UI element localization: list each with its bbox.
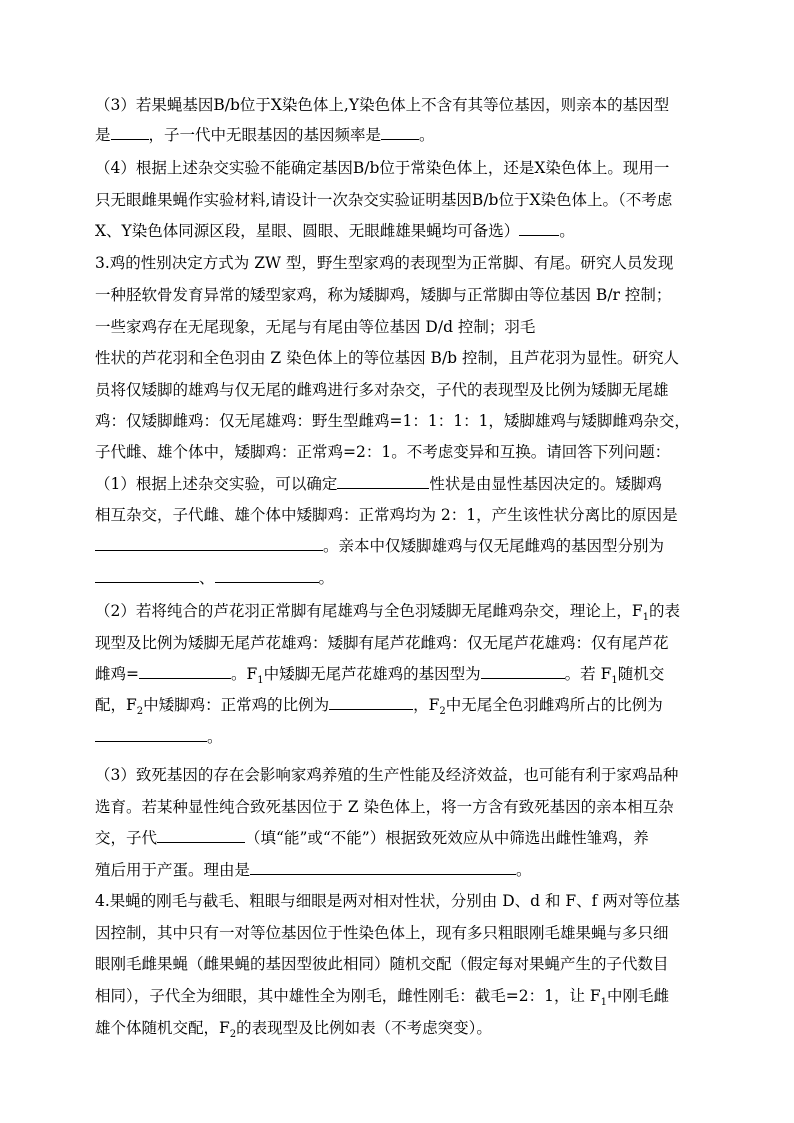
text: 性状的芦花羽和全色羽由 Z 染色体上的等位基因 B/b 控制，且芦花羽为显性。研究人 [95,349,680,367]
text: 中矮脚无尾芦花雄鸡的基因型为 [263,665,481,683]
subscript: 1 [611,675,618,687]
text: （2）若将纯合的芦花羽正常脚有尾雄鸡与全色羽矮脚无尾雌鸡杂交，理论上，F [95,602,643,620]
q3-sub3-line2 [95,797,705,817]
q3-sub1-line2 [95,505,705,525]
text: 的表现型及比例如表（不考虑突变）。 [236,1019,492,1037]
q3-sub1-line3 [95,536,705,556]
q3-sub2-line5 [95,727,705,747]
q4-line3 [95,954,705,974]
text: 子代雌、雄个体中，矮脚鸡：正常鸡=2：1。不考虑变异和互换。请回答下列问题： [95,443,671,461]
q3-intro-line1 [95,253,705,273]
answer-blank[interactable] [250,860,516,875]
text: X、Y染色体同源区段，星眼、圆眼、无眼雌雄果蝇均可备选） [95,222,520,240]
text: 因控制，其中只有一对等位基因位于性染色体上，现有多只粗眼刚毛雄果蝇与多只细 [95,924,669,942]
text: 的表 [649,602,681,620]
q3-intro-line6 [95,411,705,431]
q3-sub3-line3 [95,828,705,848]
text: ，F [413,696,440,714]
answer-blank[interactable] [329,695,413,710]
q3-intro-line2 [95,285,705,305]
text: 雄个体随机交配，F [95,1019,230,1037]
text: 中刚毛雌 [607,987,670,1005]
q3-sub1-line4 [95,568,705,588]
text: 、 [199,569,215,587]
answer-blank[interactable] [95,536,323,551]
q3-intro-line5 [95,380,705,400]
text: （4）根据上述杂交实验不能确定基因B/b位于常染色体上，还是X染色体上。现用一 [95,159,670,177]
text: 只无眼雌果蝇作实验材料,请设计一次杂交实验证明基因B/b位于X染色体上。（不考虑 [95,191,673,209]
q3-sub2-line1 [95,601,705,624]
text: 中无尾全色羽雌鸡所占的比例为 [445,696,663,714]
answer-blank[interactable] [519,221,559,236]
subscript: 2 [439,706,446,718]
q3-sub2-line3 [95,664,705,687]
text: （填“能”或“不能”）根据致死效应从中筛选出雌性雏鸡，养 [245,829,649,847]
text: 3.鸡的性别决定方式为 ZW 型，野生型家鸡的表现型为正常脚、有尾。研究人员发现 [95,254,674,272]
text: 一些家鸡存在无尾现象，无尾与有尾由等位基因 D/d 控制；羽毛 [95,318,536,336]
text: 一种胫软骨发育异常的矮型家鸡，称为矮脚鸡，矮脚与正常脚由等位基因 B/r 控制； [95,286,672,304]
q3-part4-line3 [95,221,705,241]
text: 雌鸡= [95,665,139,683]
text: （3）致死基因的存在会影响家鸡养殖的生产性能及经济效益，也可能有利于家鸡品种 [95,766,679,784]
text: 。亲本中仅矮脚雄鸡与仅无尾雌鸡的基因型分别为 [323,537,665,555]
text: 。F [231,665,258,683]
q3-intro-line7 [95,442,705,462]
answer-blank[interactable] [95,727,207,742]
subscript: 1 [600,997,608,1009]
q3-part4-line1 [95,158,705,178]
text: 中矮脚鸡：正常鸡的比例为 [143,696,330,714]
text: 是 [95,126,111,144]
text: ，子一代中无眼基因的基因频率是 [148,126,382,144]
subscript: 2 [136,706,144,718]
text: 相互杂交，子代雌、雄个体中矮脚鸡：正常鸡均为 2：1，产生该性状分离比的原因是 [95,506,678,524]
subscript: 1 [257,675,264,687]
q3-intro-line4 [95,348,705,368]
answer-blank[interactable] [381,125,419,140]
text: （3）若果蝇基因B/b位于X染色体上,Y染色体上不含有其等位基因，则亲本的基因型 [95,96,670,114]
q4-line5 [95,1018,705,1041]
text: 性状是由显性基因决定的。矮脚鸡 [429,475,662,493]
answer-blank[interactable] [481,664,565,679]
q3-sub1-line1 [95,474,705,494]
q3-sub2-line2 [95,633,705,653]
answer-blank[interactable] [157,828,245,843]
text: 配，F [95,696,137,714]
text: 。若 F [564,665,612,683]
text: 。 [559,222,575,240]
answer-blank[interactable] [139,664,231,679]
text: 员将仅矮脚的雄鸡与仅无尾的雌鸡进行多对杂交，子代的表现型及比例为矮脚无尾雄 [95,381,669,399]
answer-blank[interactable] [337,474,429,489]
q3-intro-line3 [95,317,705,337]
q3-sub3-line4 [95,860,705,880]
text: 眼刚毛雌果蝇（雌果蝇的基因型彼此相同）随机交配（假定每对果蝇产生的子代数目 [95,955,669,973]
q4-line4 [95,986,705,1009]
text: 。 [419,126,435,144]
text: 4.果蝇的刚毛与截毛、粗眼与细眼是两对相对性状，分别由 D、d 和 F、f 两对等位基 [95,892,680,910]
q4-line2 [95,923,705,943]
answer-blank[interactable] [95,568,199,583]
text: 相同），子代全为细眼，其中雄性全为刚毛，雌性刚毛：截毛=2：1，让 F [95,987,601,1005]
text: （1）根据上述杂交实验，可以确定 [95,475,338,493]
q3-part3-line1 [95,95,705,115]
answer-blank[interactable] [215,568,319,583]
subscript: 1 [642,612,649,624]
q4-line1 [95,891,705,911]
text: 。 [516,861,532,879]
text: 现型及比例为矮脚无尾芦花雄鸡：矮脚有尾芦花雌鸡：仅无尾芦花雄鸡：仅有尾芦花 [95,634,669,652]
q3-part4-line2 [95,190,705,210]
text: 随机交 [617,665,665,683]
q3-sub3-line1 [95,765,705,785]
q3-sub2-line4 [95,695,705,718]
text: 选育。若某种显性纯合致死基因位于 Z 染色体上，将一方含有致死基因的亲本相互杂 [95,798,674,816]
text: 。 [318,569,335,587]
text: 。 [207,728,223,746]
subscript: 2 [229,1029,237,1041]
text: 鸡：仅矮脚雌鸡：仅无尾雄鸡：野生型雌鸡=1：1：1：1，矮脚雄鸡与矮脚雌鸡杂交， [95,412,690,430]
q3-part3-line2 [95,125,705,145]
text: 交，子代 [95,829,158,847]
answer-blank[interactable] [111,125,149,140]
text: 殖后用于产蛋。理由是 [95,861,251,879]
